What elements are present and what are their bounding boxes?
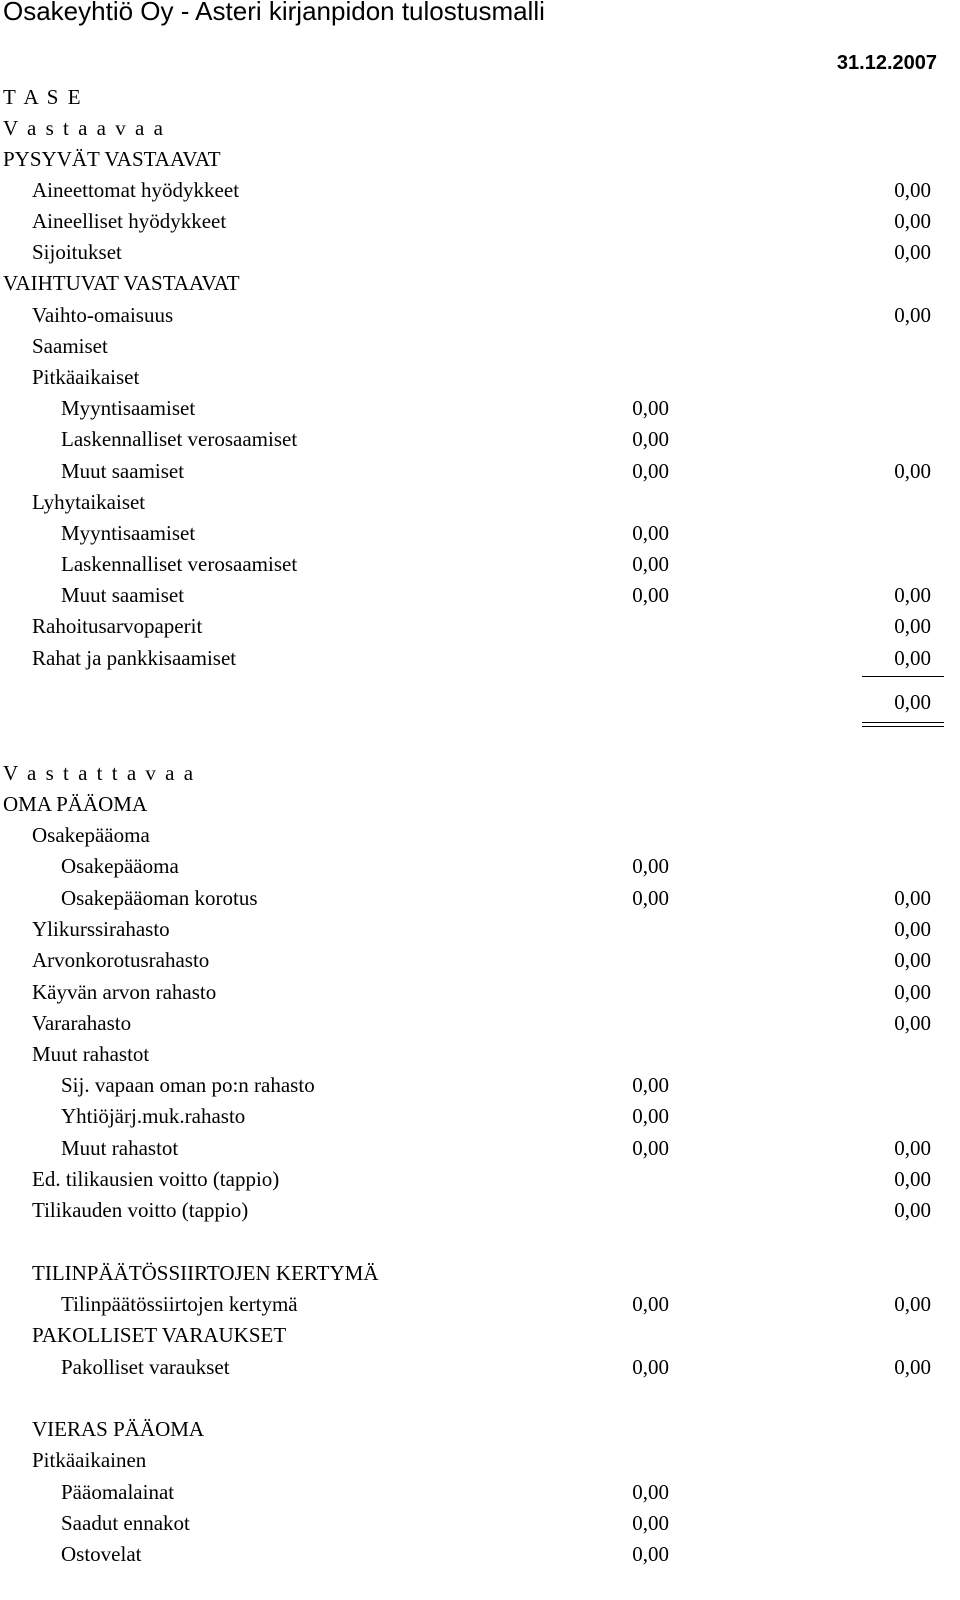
page-title: Osakeyhtiö Oy - Asteri kirjanpidon tulostusmalli	[3, 0, 545, 26]
sub-value: 0,00	[632, 396, 669, 420]
row-label: Vaihto-omaisuus	[32, 303, 174, 327]
sub-value: 0,00	[632, 521, 669, 545]
grand-total-value: 0,00	[894, 690, 931, 714]
row-label: Pääomalainat	[61, 1480, 175, 1504]
row-label: Myyntisaamiset	[61, 521, 196, 545]
row-label: Saamiset	[32, 334, 108, 358]
balance-row	[0, 820, 960, 850]
double-rule-top	[862, 722, 944, 723]
row-label: Ed. tilikausien voitto (tappio)	[32, 1167, 280, 1191]
row-label: Osakepääoma	[32, 823, 150, 847]
balance-row	[0, 977, 960, 1007]
sub-value: 0,00	[632, 583, 669, 607]
balance-row	[0, 237, 960, 267]
row-label: Käyvän arvon rahasto	[32, 980, 217, 1004]
balance-row	[0, 1070, 960, 1100]
row-label: Muut rahastot	[61, 1136, 179, 1160]
balance-row	[0, 1164, 960, 1194]
sub-value: 0,00	[632, 1511, 669, 1535]
balance-row	[0, 393, 960, 423]
balance-row	[0, 1477, 960, 1507]
total-value: 0,00	[894, 303, 931, 327]
balance-row	[0, 206, 960, 236]
sub-value: 0,00	[632, 1542, 669, 1566]
balance-row	[0, 518, 960, 548]
row-label: VAIHTUVAT VASTAAVAT	[3, 271, 240, 295]
balance-row	[0, 362, 960, 392]
row-label: Lyhytaikaiset	[32, 490, 146, 514]
row-label: Muut rahastot	[32, 1042, 150, 1066]
row-label: PAKOLLISET VARAUKSET	[32, 1323, 287, 1347]
balance-row	[0, 456, 960, 486]
sub-value: 0,00	[632, 854, 669, 878]
balance-row	[0, 549, 960, 579]
total-value: 0,00	[894, 209, 931, 233]
row-label: Tilinpäätössiirtojen kertymä	[61, 1292, 298, 1316]
row-label: PYSYVÄT VASTAAVAT	[3, 147, 221, 171]
balance-row	[0, 1008, 960, 1038]
balance-row	[0, 883, 960, 913]
total-value: 0,00	[894, 646, 931, 670]
row-label: Pitkäaikaiset	[32, 365, 140, 389]
sub-value: 0,00	[632, 552, 669, 576]
report-date: 31.12.2007	[836, 52, 937, 74]
group-heading	[0, 1258, 960, 1288]
row-label: Myyntisaamiset	[61, 396, 196, 420]
row-label: OMA PÄÄOMA	[3, 792, 148, 816]
row-label: TILINPÄÄTÖSSIIRTOJEN KERTYMÄ	[32, 1261, 379, 1285]
row-label: Pitkäaikainen	[32, 1448, 147, 1472]
total-value: 0,00	[894, 583, 931, 607]
sub-value: 0,00	[632, 1104, 669, 1128]
row-label: Aineelliset hyödykkeet	[32, 209, 227, 233]
total-value: 0,00	[894, 886, 931, 910]
balance-row	[0, 175, 960, 205]
balance-row	[0, 487, 960, 517]
row-label: Muut saamiset	[61, 583, 185, 607]
sub-value: 0,00	[632, 459, 669, 483]
row-label: Muut saamiset	[61, 459, 185, 483]
row-label: Osakepääoma	[61, 854, 179, 878]
sub-value: 0,00	[632, 886, 669, 910]
row-label: Sijoitukset	[32, 240, 122, 264]
balance-row	[0, 331, 960, 361]
total-value: 0,00	[894, 1167, 931, 1191]
row-label: Aineettomat hyödykkeet	[32, 178, 240, 202]
balance-row	[0, 643, 960, 673]
row-label: Sij. vapaan oman po:n rahasto	[61, 1073, 315, 1097]
sub-value: 0,00	[632, 1292, 669, 1316]
group-heading	[0, 144, 960, 174]
sub-value: 0,00	[632, 1136, 669, 1160]
row-label: VIERAS PÄÄOMA	[32, 1417, 205, 1441]
double-rule-bottom	[862, 726, 944, 727]
row-label: V a s t a t t a v a a	[3, 761, 196, 785]
sub-value: 0,00	[632, 427, 669, 451]
grand-total-row	[0, 687, 960, 717]
row-label: Arvonkorotusrahasto	[32, 948, 210, 972]
total-value: 0,00	[894, 178, 931, 202]
balance-row	[0, 1133, 960, 1163]
row-label: Ylikurssirahasto	[32, 917, 170, 941]
group-heading	[0, 1414, 960, 1444]
row-label: Laskennalliset verosaamiset	[61, 552, 298, 576]
group-heading	[0, 789, 960, 819]
row-label: Osakepääoman korotus	[61, 886, 258, 910]
total-value: 0,00	[894, 917, 931, 941]
total-value: 0,00	[894, 1011, 931, 1035]
row-label: Ostovelat	[61, 1542, 142, 1566]
balance-row	[0, 1508, 960, 1538]
row-label: V a s t a a v a a	[3, 116, 165, 140]
section-heading	[0, 113, 960, 143]
total-value: 0,00	[894, 1292, 931, 1316]
group-heading	[0, 1320, 960, 1350]
sub-value: 0,00	[632, 1073, 669, 1097]
total-value: 0,00	[894, 948, 931, 972]
row-label: Rahoitusarvopaperit	[32, 614, 203, 638]
total-value: 0,00	[894, 1355, 931, 1379]
total-value: 0,00	[894, 1198, 931, 1222]
section-heading	[0, 758, 960, 788]
balance-row	[0, 851, 960, 881]
balance-row	[0, 611, 960, 641]
total-value: 0,00	[894, 614, 931, 638]
group-heading	[0, 268, 960, 298]
balance-row	[0, 1445, 960, 1475]
section-heading	[0, 82, 960, 112]
total-value: 0,00	[894, 240, 931, 264]
balance-row	[0, 914, 960, 944]
total-value: 0,00	[894, 980, 931, 1004]
balance-row	[0, 1101, 960, 1131]
row-label: Yhtiöjärj.muk.rahasto	[61, 1104, 246, 1128]
total-value: 0,00	[894, 1136, 931, 1160]
row-label: Laskennalliset verosaamiset	[61, 427, 298, 451]
sub-value: 0,00	[632, 1480, 669, 1504]
row-label: Rahat ja pankkisaamiset	[32, 646, 237, 670]
balance-row	[0, 1352, 960, 1382]
row-label: Vararahasto	[32, 1011, 132, 1035]
total-rule	[862, 676, 944, 677]
total-value: 0,00	[894, 459, 931, 483]
balance-row	[0, 1539, 960, 1569]
row-label: Saadut ennakot	[61, 1511, 190, 1535]
balance-row	[0, 1289, 960, 1319]
row-label: Pakolliset varaukset	[61, 1355, 230, 1379]
balance-row	[0, 945, 960, 975]
row-label: T A S E	[3, 85, 83, 109]
sub-value: 0,00	[632, 1355, 669, 1379]
balance-row	[0, 1195, 960, 1225]
balance-row	[0, 300, 960, 330]
balance-row	[0, 424, 960, 454]
balance-row	[0, 580, 960, 610]
balance-row	[0, 1039, 960, 1069]
row-label: Tilikauden voitto (tappio)	[32, 1198, 249, 1222]
